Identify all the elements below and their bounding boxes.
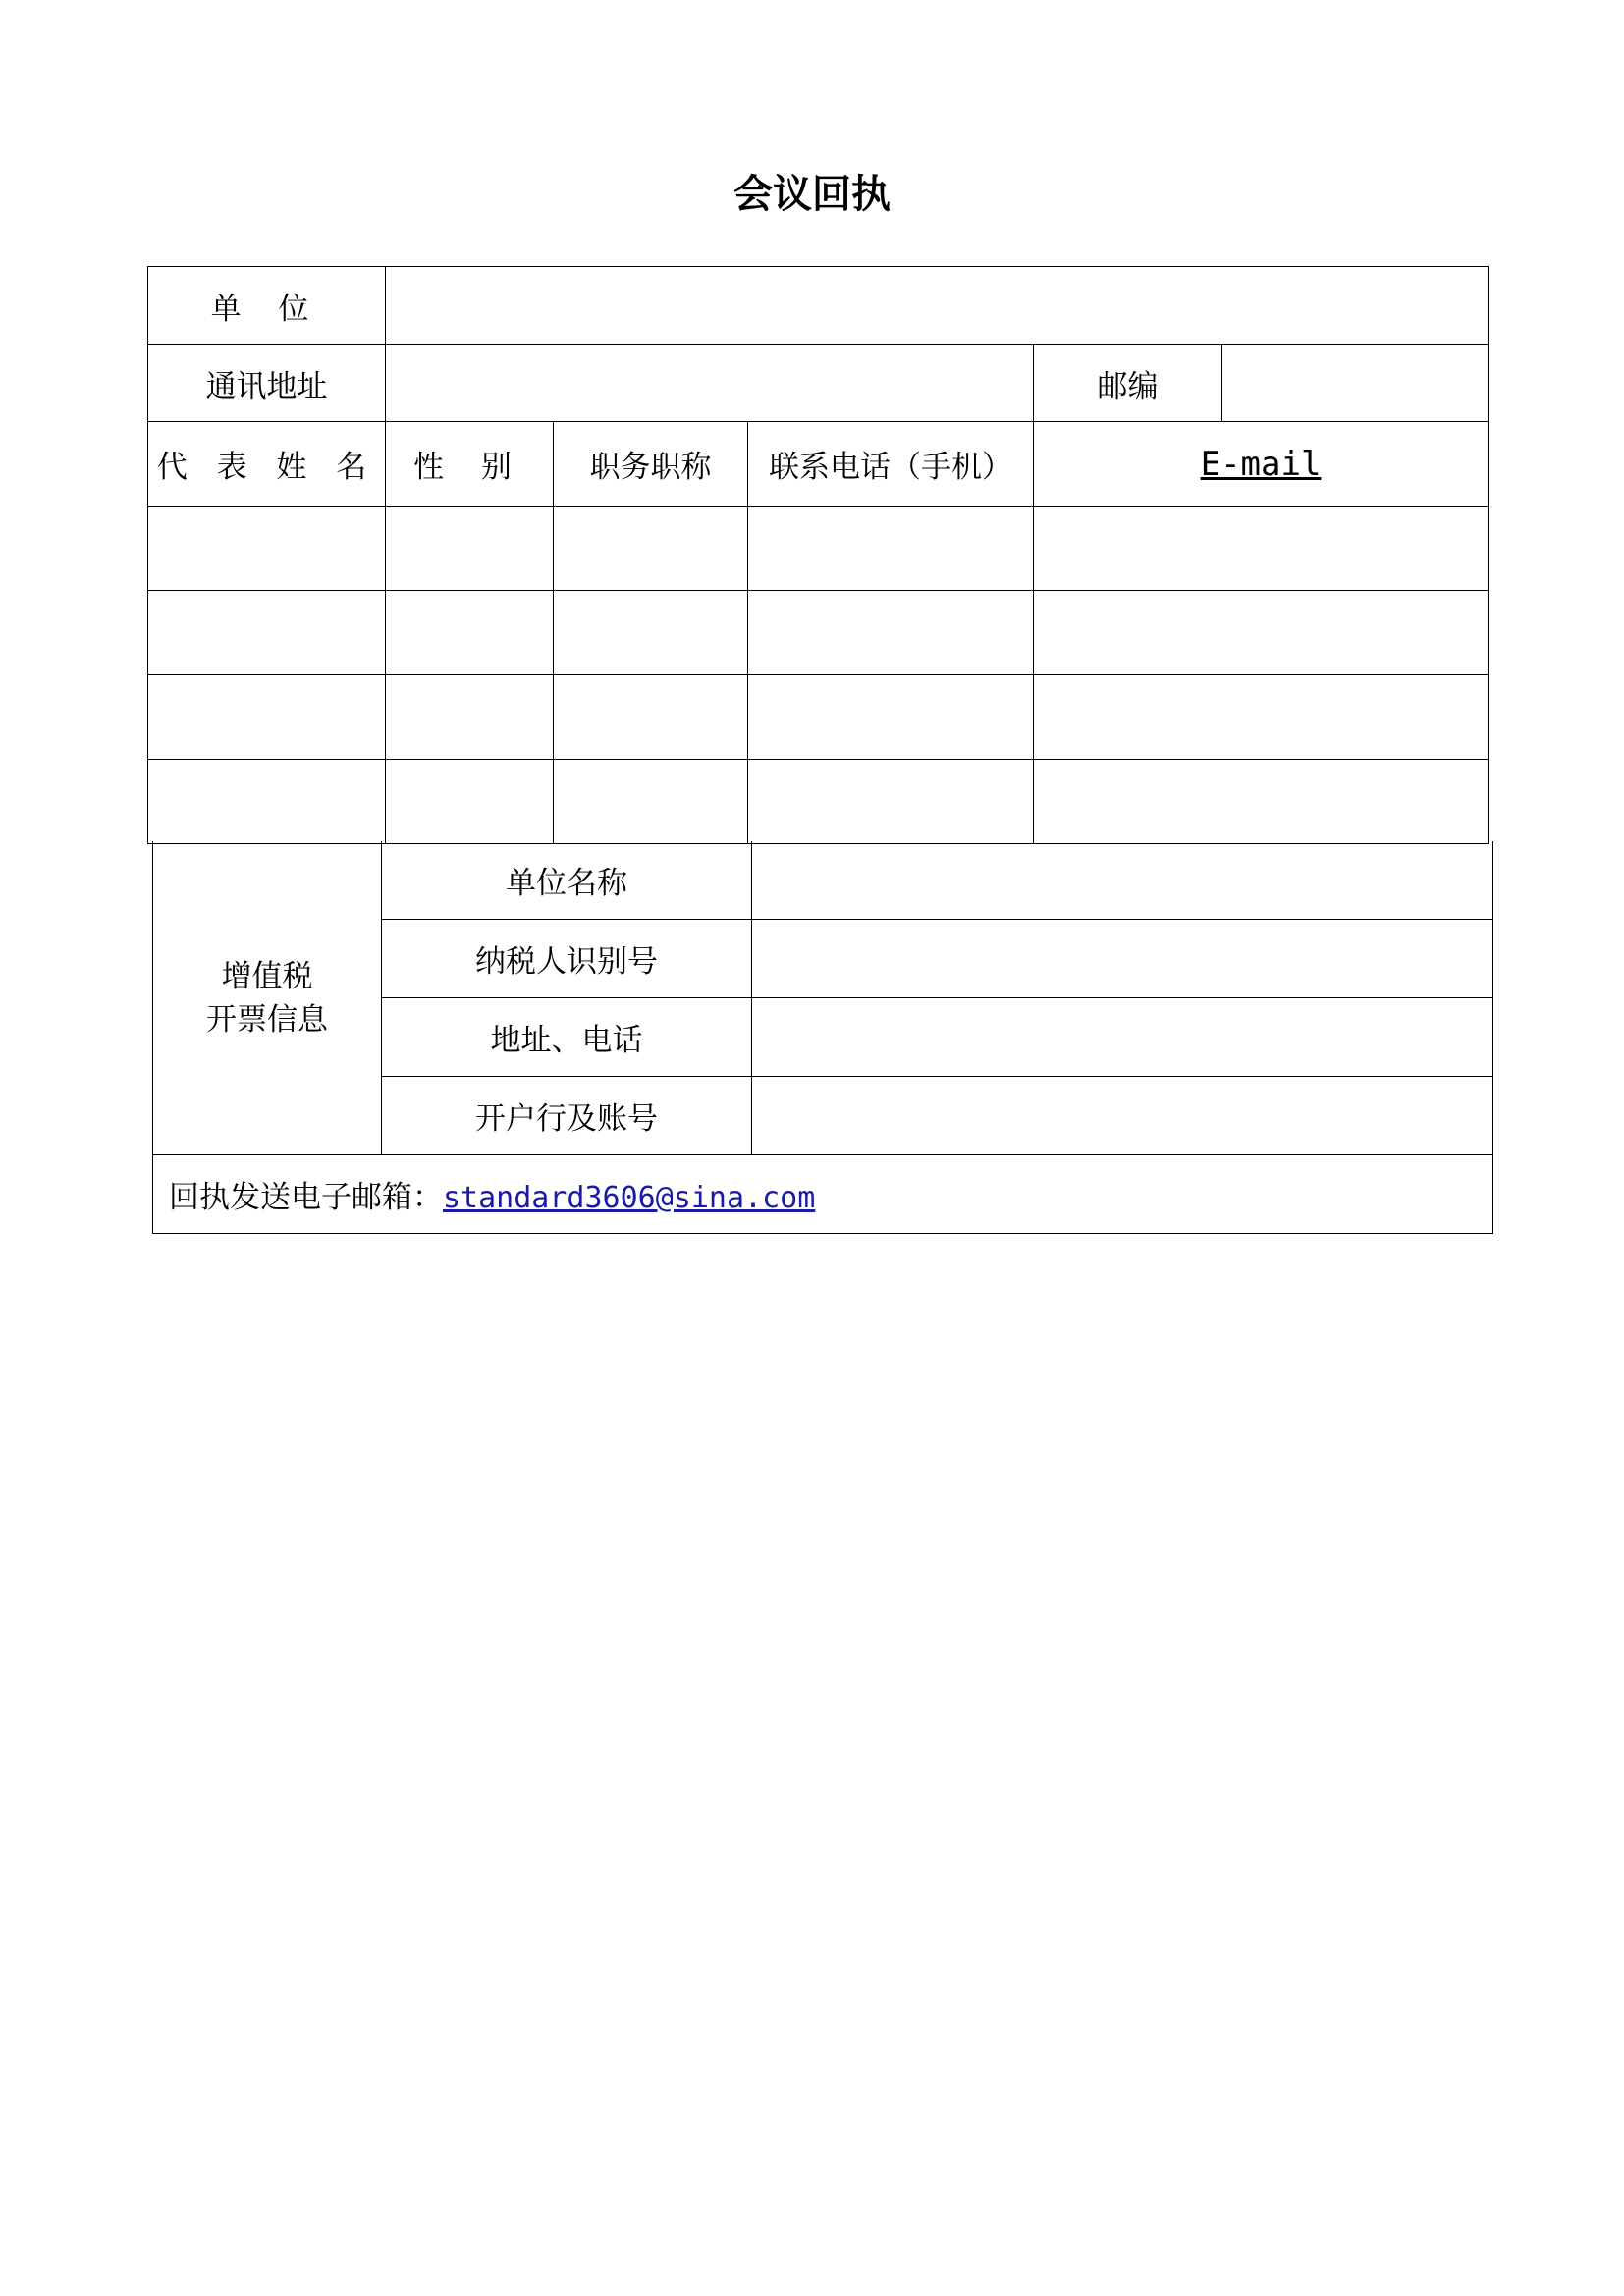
invoice-field-label: 地址、电话 bbox=[382, 998, 752, 1077]
invoice-taxpayer-id-field[interactable] bbox=[752, 920, 1493, 998]
gender-cell[interactable] bbox=[386, 507, 554, 591]
name-cell[interactable] bbox=[148, 675, 386, 760]
email-cell[interactable] bbox=[1034, 507, 1489, 591]
postcode-label: 邮编 bbox=[1034, 345, 1222, 422]
column-header-phone: 联系电话（手机） bbox=[748, 422, 1034, 507]
invoice-field-label: 纳税人识别号 bbox=[382, 920, 752, 998]
title-cell[interactable] bbox=[554, 760, 748, 844]
gender-cell[interactable] bbox=[386, 591, 554, 675]
footer-cell bbox=[153, 1155, 1493, 1234]
invoice-bank-account-field[interactable] bbox=[752, 1077, 1493, 1155]
phone-cell[interactable] bbox=[748, 591, 1034, 675]
name-cell[interactable] bbox=[148, 591, 386, 675]
registration-table bbox=[147, 266, 1489, 844]
table-row bbox=[148, 507, 1489, 591]
column-header-email: E-mail bbox=[1034, 422, 1489, 507]
unit-field[interactable] bbox=[386, 267, 1489, 345]
email-cell[interactable] bbox=[1034, 675, 1489, 760]
column-header-gender: 性 别 bbox=[386, 422, 554, 507]
table-row bbox=[148, 591, 1489, 675]
title-cell[interactable] bbox=[554, 507, 748, 591]
column-header-name: 代 表 姓 名 bbox=[148, 422, 386, 507]
address-label: 通讯地址 bbox=[148, 345, 386, 422]
phone-cell[interactable] bbox=[748, 760, 1034, 844]
postcode-field[interactable] bbox=[1222, 345, 1489, 422]
email-link[interactable]: standard3606@sina.com bbox=[443, 1181, 816, 1215]
gender-cell[interactable] bbox=[386, 760, 554, 844]
page-title: 会议回执 bbox=[733, 172, 891, 217]
table-row bbox=[148, 675, 1489, 760]
title-cell[interactable] bbox=[554, 675, 748, 760]
name-cell[interactable] bbox=[148, 760, 386, 844]
address-field[interactable] bbox=[386, 345, 1034, 422]
invoice-field-label: 单位名称 bbox=[382, 841, 752, 920]
column-header-title: 职务职称 bbox=[554, 422, 748, 507]
email-cell[interactable] bbox=[1034, 760, 1489, 844]
phone-cell[interactable] bbox=[748, 675, 1034, 760]
invoice-field-label: 开户行及账号 bbox=[382, 1077, 752, 1155]
phone-cell[interactable] bbox=[748, 507, 1034, 591]
email-cell[interactable] bbox=[1034, 591, 1489, 675]
table-row bbox=[148, 760, 1489, 844]
invoice-address-phone-field[interactable] bbox=[752, 998, 1493, 1077]
title-cell[interactable] bbox=[554, 591, 748, 675]
footer-label: 回执发送电子邮箱： bbox=[169, 1180, 443, 1215]
name-cell[interactable] bbox=[148, 507, 386, 591]
unit-label: 单 位 bbox=[148, 267, 386, 345]
invoice-company-name-field[interactable] bbox=[752, 841, 1493, 920]
gender-cell[interactable] bbox=[386, 675, 554, 760]
invoice-group-label: 增值税 开票信息 bbox=[153, 841, 382, 1155]
invoice-table bbox=[152, 841, 1493, 1234]
